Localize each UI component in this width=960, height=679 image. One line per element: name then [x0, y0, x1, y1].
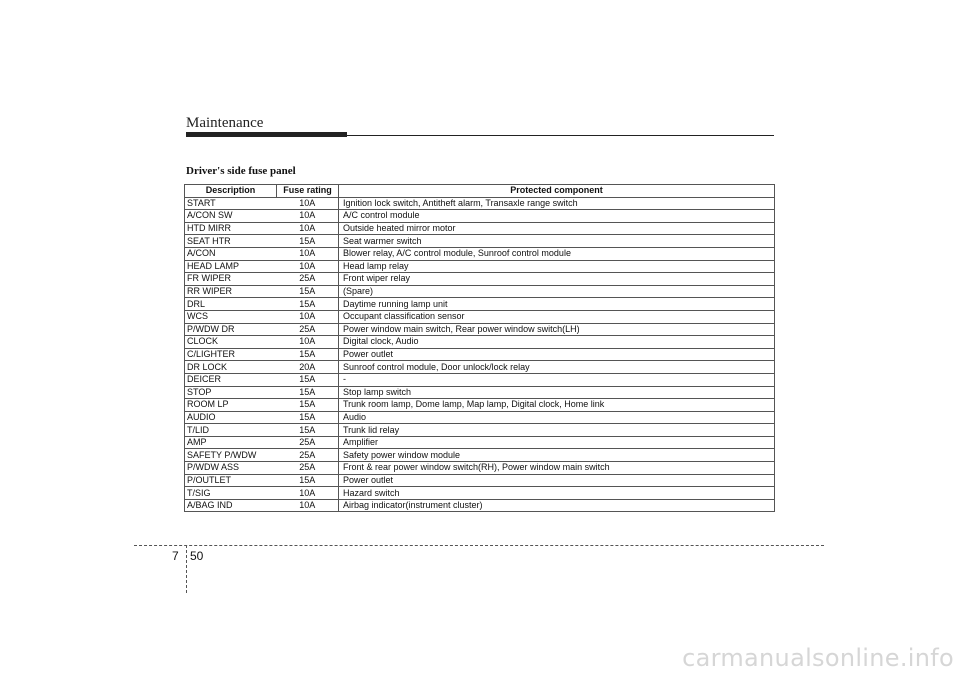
table-row	[185, 474, 775, 487]
fuse-rating: 15A	[277, 411, 339, 424]
fuse-rating: 25A	[277, 462, 339, 475]
fuse-description: RR WIPER	[185, 285, 277, 298]
fuse-description: SAFETY P/WDW	[185, 449, 277, 462]
fuse-description: DRL	[185, 298, 277, 311]
fuse-rating: 10A	[277, 197, 339, 210]
protected-component: -	[339, 373, 775, 386]
column-header-protected-component: Protected component	[339, 185, 775, 198]
protected-component: Sunroof control module, Door unlock/lock relay	[339, 361, 775, 374]
fuse-description: C/LIGHTER	[185, 348, 277, 361]
table-row	[185, 273, 775, 286]
fuse-description: T/SIG	[185, 487, 277, 500]
protected-component: Safety power window module	[339, 449, 775, 462]
fuse-description: T/LID	[185, 424, 277, 437]
table-row	[185, 222, 775, 235]
page-number: 50	[190, 549, 204, 563]
fuse-description: HEAD LAMP	[185, 260, 277, 273]
fuse-description: SEAT HTR	[185, 235, 277, 248]
table-row	[185, 361, 775, 374]
fuse-rating: 10A	[277, 222, 339, 235]
fuse-table	[184, 184, 775, 512]
table-row	[185, 260, 775, 273]
section-title: Maintenance	[186, 115, 264, 131]
fuse-description: FR WIPER	[185, 273, 277, 286]
protected-component: Blower relay, A/C control module, Sunroof control module	[339, 247, 775, 260]
fuse-description: ROOM LP	[185, 399, 277, 412]
fuse-description: P/WDW ASS	[185, 462, 277, 475]
fuse-description: CLOCK	[185, 336, 277, 349]
fuse-rating: 15A	[277, 474, 339, 487]
fuse-rating: 25A	[277, 449, 339, 462]
protected-component: Trunk room lamp, Dome lamp, Map lamp, Digital clock, Home link	[339, 399, 775, 412]
fuse-rating: 20A	[277, 361, 339, 374]
fuse-description: AMP	[185, 436, 277, 449]
protected-component: Ignition lock switch, Antitheft alarm, Transaxle range switch	[339, 197, 775, 210]
fuse-description: DEICER	[185, 373, 277, 386]
table-row	[185, 348, 775, 361]
protected-component: Audio	[339, 411, 775, 424]
fuse-rating: 10A	[277, 210, 339, 223]
table-row	[185, 386, 775, 399]
protected-component: A/C control module	[339, 210, 775, 223]
fuse-rating: 10A	[277, 310, 339, 323]
table-row	[185, 462, 775, 475]
table-row	[185, 487, 775, 500]
fuse-description: P/OUTLET	[185, 474, 277, 487]
table-row	[185, 449, 775, 462]
fuse-rating: 15A	[277, 285, 339, 298]
fuse-rating: 15A	[277, 235, 339, 248]
protected-component: Daytime running lamp unit	[339, 298, 775, 311]
fuse-rating: 15A	[277, 386, 339, 399]
fuse-rating: 15A	[277, 424, 339, 437]
fuse-rating: 25A	[277, 273, 339, 286]
table-row	[185, 436, 775, 449]
fuse-rating: 10A	[277, 247, 339, 260]
fuse-rating: 15A	[277, 298, 339, 311]
table-row	[185, 424, 775, 437]
table-row	[185, 323, 775, 336]
protected-component: Occupant classification sensor	[339, 310, 775, 323]
table-row	[185, 399, 775, 412]
protected-component: Power outlet	[339, 348, 775, 361]
table-row	[185, 336, 775, 349]
fuse-description: AUDIO	[185, 411, 277, 424]
fuse-description: A/CON SW	[185, 210, 277, 223]
fuse-rating: 15A	[277, 399, 339, 412]
protected-component: Digital clock, Audio	[339, 336, 775, 349]
fuse-rating: 15A	[277, 348, 339, 361]
fuse-rating: 10A	[277, 336, 339, 349]
table-row	[185, 373, 775, 386]
table-row	[185, 235, 775, 248]
protected-component: (Spare)	[339, 285, 775, 298]
fuse-description: STOP	[185, 386, 277, 399]
fuse-rating: 10A	[277, 487, 339, 500]
chapter-number: 7	[172, 549, 179, 563]
table-row	[185, 247, 775, 260]
protected-component: Power window main switch, Rear power window switch(LH)	[339, 323, 775, 336]
table-row	[185, 499, 775, 512]
fuse-description: A/BAG IND	[185, 499, 277, 512]
protected-component: Trunk lid relay	[339, 424, 775, 437]
table-row	[185, 310, 775, 323]
fuse-description: DR LOCK	[185, 361, 277, 374]
protected-component: Airbag indicator(instrument cluster)	[339, 499, 775, 512]
table-title: Driver's side fuse panel	[186, 165, 296, 177]
fuse-description: A/CON	[185, 247, 277, 260]
protected-component: Front wiper relay	[339, 273, 775, 286]
fuse-rating: 15A	[277, 373, 339, 386]
fuse-rating: 10A	[277, 260, 339, 273]
table-row	[185, 210, 775, 223]
fuse-rating: 25A	[277, 323, 339, 336]
protected-component: Head lamp relay	[339, 260, 775, 273]
protected-component: Seat warmer switch	[339, 235, 775, 248]
table-row	[185, 285, 775, 298]
fuse-description: HTD MIRR	[185, 222, 277, 235]
fuse-description: START	[185, 197, 277, 210]
table-row	[185, 298, 775, 311]
protected-component: Power outlet	[339, 474, 775, 487]
column-header-fuse-rating: Fuse rating	[277, 185, 339, 198]
fuse-table-body	[185, 197, 775, 512]
footer-divider	[186, 545, 187, 593]
fuse-description: P/WDW DR	[185, 323, 277, 336]
column-header-description: Description	[185, 185, 277, 198]
protected-component: Outside heated mirror motor	[339, 222, 775, 235]
table-row	[185, 411, 775, 424]
protected-component: Amplifier	[339, 436, 775, 449]
table-header-row	[185, 185, 775, 198]
fuse-description: WCS	[185, 310, 277, 323]
protected-component: Hazard switch	[339, 487, 775, 500]
table-row	[185, 197, 775, 210]
footer-rule	[134, 545, 824, 546]
fuse-rating: 25A	[277, 436, 339, 449]
protected-component: Stop lamp switch	[339, 386, 775, 399]
protected-component: Front & rear power window switch(RH), Power window main switch	[339, 462, 775, 475]
header-rule-accent	[186, 132, 347, 137]
watermark: carmanualsonline.info	[682, 644, 954, 672]
fuse-rating: 10A	[277, 499, 339, 512]
